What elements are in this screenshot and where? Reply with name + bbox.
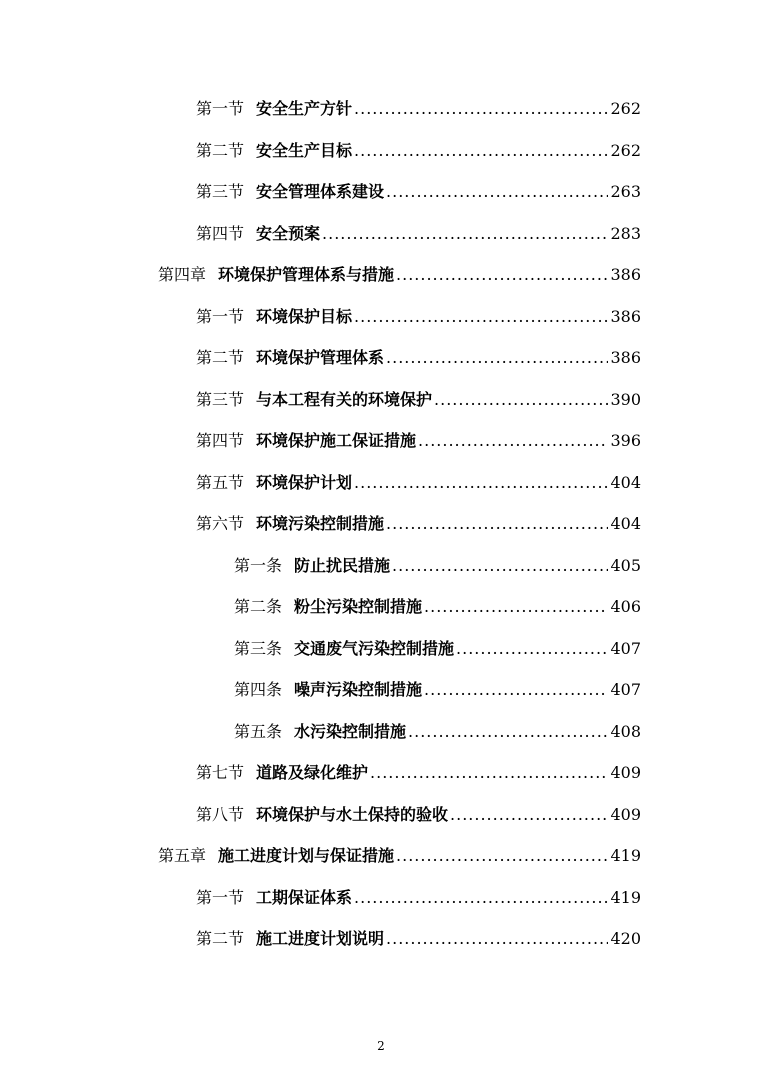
toc-entry-page: 407 bbox=[610, 639, 641, 658]
toc-entry-number: 第二节 bbox=[196, 141, 245, 160]
toc-entry-title: 防止扰民措施 bbox=[294, 556, 391, 575]
toc-entry-title: 安全生产目标 bbox=[256, 141, 353, 160]
toc-entry-number: 第四章 bbox=[158, 265, 207, 284]
toc-entry-page: 409 bbox=[610, 763, 641, 782]
toc-entry-title: 环境保护管理体系 bbox=[256, 348, 385, 367]
toc-leader-dots bbox=[408, 721, 608, 743]
toc-entry-number: 第五节 bbox=[196, 473, 245, 492]
toc-entry[interactable] bbox=[196, 347, 641, 369]
toc-chapter-entry[interactable] bbox=[158, 264, 641, 286]
toc-entry-page: 419 bbox=[610, 888, 641, 907]
toc-entry-title: 安全预案 bbox=[256, 224, 321, 243]
toc-entry-number: 第七节 bbox=[196, 763, 245, 782]
toc-entry[interactable] bbox=[196, 513, 641, 535]
toc-entry-number: 第四节 bbox=[196, 431, 245, 450]
toc-leader-dots bbox=[386, 513, 608, 535]
toc-entry[interactable] bbox=[196, 928, 641, 950]
toc-leader-dots bbox=[386, 928, 608, 950]
toc-leader-dots bbox=[354, 140, 608, 162]
toc-entry-title: 环境保护目标 bbox=[256, 307, 353, 326]
toc-leader-dots bbox=[418, 430, 608, 452]
toc-entry-title: 施工进度计划说明 bbox=[256, 929, 385, 948]
toc-entry-number: 第六节 bbox=[196, 514, 245, 533]
toc-entry-page: 406 bbox=[610, 597, 641, 616]
toc-leader-dots bbox=[370, 762, 608, 784]
toc-entry[interactable] bbox=[196, 181, 641, 203]
toc-leader-dots bbox=[354, 472, 608, 494]
toc-sub-entry[interactable] bbox=[234, 679, 641, 701]
toc-entry-title: 水污染控制措施 bbox=[294, 722, 407, 741]
toc-entry-page: 263 bbox=[610, 182, 641, 201]
toc-leader-dots bbox=[424, 596, 608, 618]
toc-entry[interactable] bbox=[196, 389, 641, 411]
toc-entry-title: 与本工程有关的环境保护 bbox=[256, 390, 433, 409]
toc-entry-number: 第五章 bbox=[158, 846, 207, 865]
toc-entry-page: 405 bbox=[610, 556, 641, 575]
toc-chapter-entry[interactable] bbox=[158, 845, 641, 867]
toc-entry[interactable] bbox=[196, 887, 641, 909]
toc-entry[interactable] bbox=[196, 98, 641, 120]
toc-entry-page: 396 bbox=[610, 431, 641, 450]
toc-entry-number: 第一节 bbox=[196, 99, 245, 118]
toc-entry-title: 噪声污染控制措施 bbox=[294, 680, 423, 699]
toc-entry-page: 409 bbox=[610, 805, 641, 824]
toc-entry-title: 安全生产方针 bbox=[256, 99, 353, 118]
toc-entry[interactable] bbox=[196, 762, 641, 784]
toc-entry-title: 环境保护计划 bbox=[256, 473, 353, 492]
toc-entry[interactable] bbox=[196, 223, 641, 245]
toc-sub-entry[interactable] bbox=[234, 555, 641, 577]
toc-leader-dots bbox=[322, 223, 608, 245]
toc-leader-dots bbox=[450, 804, 608, 826]
toc-entry-number: 第三节 bbox=[196, 390, 245, 409]
toc-entry-title: 施工进度计划与保证措施 bbox=[218, 846, 395, 865]
toc-entry-title: 交通废气污染控制措施 bbox=[294, 639, 455, 658]
toc-entry-title: 工期保证体系 bbox=[256, 888, 353, 907]
toc-entry[interactable] bbox=[196, 804, 641, 826]
toc-entry-number: 第四条 bbox=[234, 680, 283, 699]
toc-entry-page: 407 bbox=[610, 680, 641, 699]
toc-entry-page: 283 bbox=[610, 224, 641, 243]
toc-entry-title: 安全管理体系建设 bbox=[256, 182, 385, 201]
toc-entry-title: 环境保护管理体系与措施 bbox=[218, 265, 395, 284]
toc-entry[interactable] bbox=[196, 306, 641, 328]
toc-entry-page: 386 bbox=[610, 307, 641, 326]
toc-entry-title: 粉尘污染控制措施 bbox=[294, 597, 423, 616]
toc-entry-number: 第三条 bbox=[234, 639, 283, 658]
toc-entry-number: 第一条 bbox=[234, 556, 283, 575]
toc-sub-entry[interactable] bbox=[234, 596, 641, 618]
toc-entry-page: 408 bbox=[610, 722, 641, 741]
toc-entry-page: 419 bbox=[610, 846, 641, 865]
page-number: 2 bbox=[377, 1039, 385, 1053]
toc-entry-page: 420 bbox=[610, 929, 641, 948]
toc-entry-number: 第二条 bbox=[234, 597, 283, 616]
toc-entry-number: 第三节 bbox=[196, 182, 245, 201]
toc-entry-number: 第二节 bbox=[196, 929, 245, 948]
toc-entry[interactable] bbox=[196, 140, 641, 162]
toc-entry-page: 262 bbox=[610, 141, 641, 160]
toc-leader-dots bbox=[396, 264, 608, 286]
toc-sub-entry[interactable] bbox=[234, 638, 641, 660]
toc-entry-number: 第五条 bbox=[234, 722, 283, 741]
toc-entry-number: 第八节 bbox=[196, 805, 245, 824]
toc-leader-dots bbox=[434, 389, 608, 411]
toc-entry-page: 404 bbox=[610, 473, 641, 492]
toc-leader-dots bbox=[392, 555, 608, 577]
toc-entry[interactable] bbox=[196, 430, 641, 452]
toc-entry-title: 道路及绿化维护 bbox=[256, 763, 369, 782]
toc-leader-dots bbox=[456, 638, 608, 660]
toc-entry-number: 第二节 bbox=[196, 348, 245, 367]
toc-leader-dots bbox=[354, 306, 608, 328]
toc-entry-page: 404 bbox=[610, 514, 641, 533]
toc-sub-entry[interactable] bbox=[234, 721, 641, 743]
toc-leader-dots bbox=[386, 181, 608, 203]
toc-entry-page: 386 bbox=[610, 348, 641, 367]
toc-leader-dots bbox=[386, 347, 608, 369]
toc-entry-title: 环境污染控制措施 bbox=[256, 514, 385, 533]
toc-entry-number: 第一节 bbox=[196, 307, 245, 326]
toc-entry-page: 390 bbox=[610, 390, 641, 409]
toc-entry-number: 第四节 bbox=[196, 224, 245, 243]
toc-entry[interactable] bbox=[196, 472, 641, 494]
toc-leader-dots bbox=[396, 845, 608, 867]
toc-entry-title: 环境保护与水土保持的验收 bbox=[256, 805, 449, 824]
toc-entry-title: 环境保护施工保证措施 bbox=[256, 431, 417, 450]
toc-entry-number: 第一节 bbox=[196, 888, 245, 907]
toc-leader-dots bbox=[424, 679, 608, 701]
toc-leader-dots bbox=[354, 887, 608, 909]
toc-leader-dots bbox=[354, 98, 608, 120]
toc-entry-page: 262 bbox=[610, 99, 641, 118]
toc-entry-page: 386 bbox=[610, 265, 641, 284]
